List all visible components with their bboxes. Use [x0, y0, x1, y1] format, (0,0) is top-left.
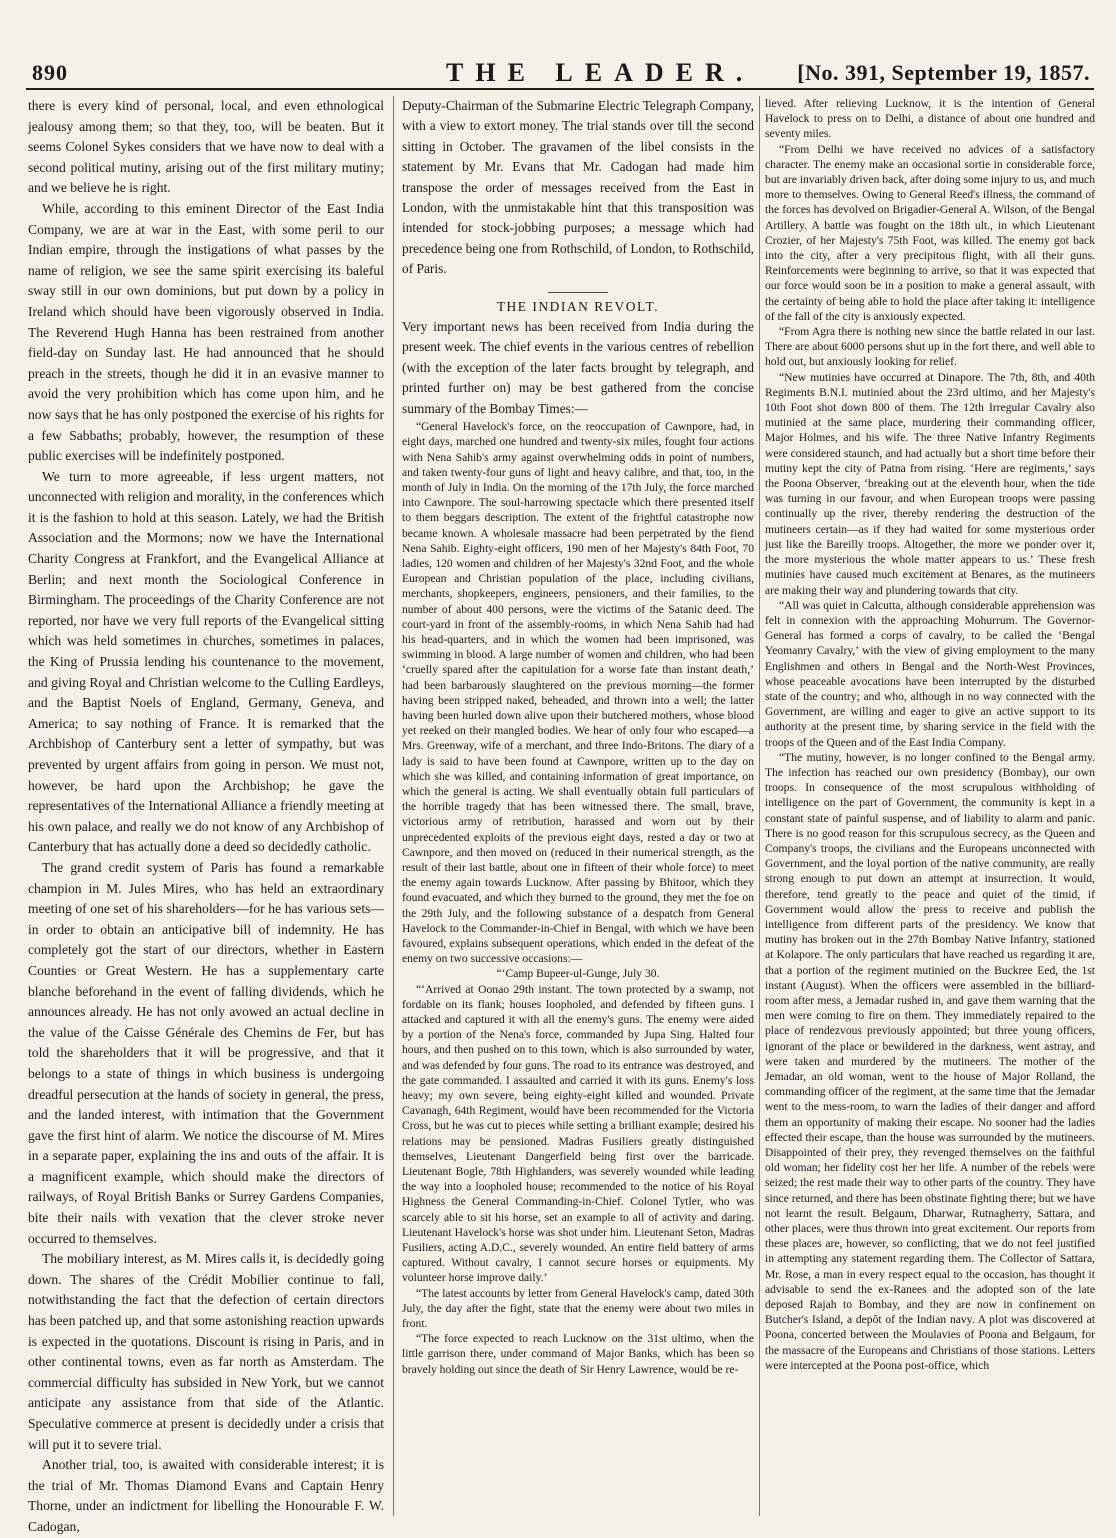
paragraph: Another trial, too, is awaited with considerable interest; it is the trial of Mr. Thomas Diamond Evans and Captain Henry Thorne, under an indictment for libelling the Honourable F. W. Cadogan, [28, 1457, 384, 1534]
paragraph: “The mutiny, however, is no longer confined to the Bengal army. The infection has reached our own presidency (Bombay), our own troops. In consequence of the most scrupulous withholding of intelligence on the part of Government, the community is kept in a constant state of painful suspense, and of liability to alarm and panic. There is no good reason for this scrupulous secrecy, as the Queen and Company's troops, the civilians and the Europeans unconnected with Government, and the loyal portion of the native community, are really strong enough to put down an attempt at insurrection. It would, therefore, tend greatly to the peace and quiet of the timid, if Government would allow the press to receive and publish the intelligence from different parts of the presidency. We know that mutiny has broken out in the 27th Bombay Native Infantry, stationed at Kolapore. The only particulars that have reached us regarding it are, that a portion of the regiment mutinied on the Buckree Eed, the 1st instant (August). When the officers were assembled in the billiard-room after mess, a Jemadar rushed in, and gave them warning that the men were coming to fire on them. They immediately repaired to the place of rendezvous previously appointed; but three young officers, ignorant of the place or bewildered in the darkness, went astray, and were taken and murdered by the mutineers. The mother of the Jemadar, an old woman, went to the house of Major Rolland, the commanding officer of the regiment, at the same time that the Jemadar went to the mess-room, to warn the ladies of their danger and afford them an opportunity of making their escape. No sooner had the ladies effected their escape, than the house was surrounded by the mutineers. Disappointed of their prey, they revenged themselves on the faithful old woman; her fidelity cost her her life. A number of the rebels were seized; the rest made their way to other parts of the country. They have since returned, and there has been obstinate fighting there; but we have not learnt the result. Belgaum, Dharwar, Rutnagherry, Sattara, and other places, were thus thrown into great excitement. Our reports from these places are, however, so conflicting, that we do not feel justified in attempting any statement regarding them. The Collector of Sattara, Mr. Rose, a man in every respect equal to the occasion, has thought it advisable to send the ex-Ranees and the adopted son of the late deposed Rajah to Bombay, and they are now in confinement on Butcher's Island, a depôt of the Indian navy. A plot was discovered at Poona, concerted between the Moulavies of Poona and Belgaum, for the massacre of the Europeans and Christians of those stations. Letters were intercepted at the Poona post-office, which [765, 750, 1095, 1372]
issue-line: [No. 391, September 19, 1857. [797, 60, 1090, 85]
section-heading: THE INDIAN REVOLT. [496, 298, 660, 314]
column-right [765, 96, 1095, 1521]
paragraph: “From Delhi we have received no advices of a satisfactory character. The enemy make an occasional sortie in considerable force, but are invariably driven back, after doing some injury to us, and much more to themselves. Owing to General Reed's illness, the command of the forces has devolved on Brigadier-General A. Wilson, of the Bengal Artillery. A battle was fought on the 18th ult., in which Lieutenant Crozier, of her Majesty's 75th Foot, was killed. The enemy got back into the city, after a very precipitous flight, with all their guns. Reinforcements were beginning to arrive, so that it was expected that our force would soon be in a position to make a general assault, with the certainty of being able to hold the place after taking it: intelligence of the fall of the city is anxiously expected. [765, 142, 1095, 323]
page-header [26, 58, 1094, 90]
paragraph: “All was quiet in Calcutta, although considerable apprehension was felt in connexion with the approaching Mohurrum. The Governor-General has formed a corps of cavalry, to be called the ‘Bengal Yeomanry Cavalry,’ with the view of giving employment to the many Englishmen and others in Bengal and the North-West Provinces, whose peaceable avocations have been interrupted by the disturbed state of the country; and who, although in no way connected with the Government, are willing and eager to give an active support to its authority at the present time, by sharing service in the field with the troops of the Queen and of the East India Company. [765, 598, 1095, 749]
paragraph: The mobiliary interest, as M. Mires calls it, is decidedly going down. The shares of the Crédit Mobilier continue to fall, notwithstanding the fact that the defection of certain directors has been patched up, and that some astonishing reaction upwards is expected in the quotations. Discount is rising in Paris, and in other continental towns, even as far north as Amsterdam. The commercial difficulty has subsided in New York, but we cannot anticipate any assistance from that side of the Atlantic. Speculative commerce at present is decidedly under a crisis that will put it to severe trial. [28, 1251, 384, 1452]
quoted-summary [402, 419, 754, 1377]
paragraph: there is every kind of personal, local, and even ethnological jealousy among them; so that they, too, will be beaten. But it seems Colonel Sykes considers that we have now to deal with a second political mutiny, arising out of the first military mutiny; and we believe he is right. [28, 98, 384, 196]
paragraph: The grand credit system of Paris has found a remarkable champion in M. Jules Mires, who has held an extraordinary meeting of one set of his shareholders—for he has various sets—in order to obtain an anticipative bill of indemnity. He has completely got the start of our directors, whether in Eastern Counties or Great Western. He has a supplementary carte blanche beforehand in the event of falling dividends, which he announces already. He has not only avowed an actual decline in the value of the Caisse Générale des Chemins de Fer, but has told the shareholders that it will be progressive, and that it belongs to a state of things in which business is undergoing dreadful persecution at the hands of society in general, the press, and the landed interest, with intimation that the Government gave the first hint of alarm. We notice the discourse of M. Mires in a separate paper, explaining the ins and outs of the affair. It is a magnificent example, which should make the directors of railways, of Royal British Banks or Surrey Gardens Companies, bite their nails with vexation that the clever stroke never occurred to themselves. [28, 859, 384, 1246]
paragraph: “The latest accounts by letter from General Havelock's camp, dated 30th July, the day after the fight, state that the enemy were about two miles in front. [402, 1286, 754, 1331]
dateline: “‘Camp Bupeer-ul-Gunge, July 30. [496, 967, 660, 981]
paragraph: “The force expected to reach Lucknow on the 31st ultimo, when the little garrison there, under command of Major Banks, which has been so bravely holding out since the death of Sir Henry Lawrence, would be re- [402, 1332, 754, 1376]
section-rule [548, 292, 608, 293]
paragraph: Very important news has been received from India during the present week. The chief events in the various centres of rebellion (with the exception of the later facts brought by telegraph, and printed further on) may be best gathered from the concise summary of the Bombay Times:— [402, 319, 754, 416]
paragraph: lieved. After relieving Lucknow, it is the intention of General Havelock to press on to Delhi, a distance of about one hundred and seventy miles. [765, 97, 1095, 141]
paragraph: “General Havelock's force, on the reoccupation of Cawnpore, had, in eight days, marched one hundred and twenty-six miles, fought four actions with Nena Sahib's army against overwhelming odds in point of numbers, and taken twenty-four guns of light and heavy calibre, and that, too, in the month of July in India. On the morning of the 17th July, the force marched into Cawnpore. The soul-harrowing spectacle which there presented itself to them beggars description. The extent of the frightful catastrophe now became known. A wholesale massacre had been perpetrated by the fiend Nena Sahib. Eighty-eight officers, 190 men of her Majesty's 84th Foot, 70 ladies, 120 women and children of her Majesty's 32nd Foot, and the whole European and Christian population of the place, including civilians, merchants, shopkeepers, engineers, pensioners, and their families, to the number of about 400 persons, were the victims of the Satanic deed. The court-yard in front of the assembly-rooms, in which Nena Sahib had had his head-quarters, and in which the women had been imprisoned, was swimming in blood. A large number of women and children, who had been ‘cruelly spared after the capitulation for a worse fate than instant death,’ had been barbarously slaughtered on the previous morning—the former having been stripped naked, beheaded, and thrown into a well; the latter having been hurled down alive upon their butchered mothers, whose blood yet reeked on their mangled bodies. We hear of only four who escaped—a Mrs. Greenway, wife of a merchant, and three Indo-Britons. The diary of a lady is said to have been found at Cawnpore, written up to the day on which she was killed, and containing information of great importance, on which the general is acting. We shall eventually obtain full particulars of the horrible tragedy that has been witnessed there. The small, brave, victorious army of retribution, harassed and worn out by their unprecedented exploits of the previous eight days, rested a day or two at Cawnpore, and then moved on (reduced in their numerical strength, as the result of their last battle, about one in fifteen of their whole force) to meet the enemy again towards Lucknow. After passing by Bhitoor, which they found evacuated, and which they burned to the ground, they met the foe on the 29th July, and the following substance of a despatch from General Havelock to the Commander-in-Chief in Bengal, with which we have been favoured, explains subsequent operations, which ended in the defeat of the enemy on two successive occasions:— [402, 420, 754, 966]
column-middle [402, 96, 754, 1521]
column-divider [759, 96, 760, 1516]
column-divider [393, 96, 394, 1516]
paragraph: “New mutinies have occurred at Dinapore. The 7th, 8th, and 40th Regiments B.N.I. mutinied about the 23rd ultimo, and her Majesty's 10th Foot shot down 800 of them. The 12th Irregular Cavalry also mutinied at the same place, murdering their commanding officer, Major Holmes, and his wife. The three Native Infantry Regiments were considered staunch, and had actually but a short time before their mutiny kept the city of Patna from rising. ‘Here are regiments,’ says the Poona Observer, ‘breaking out at the eleventh hour, when the tide was turning in our favour, and when European troops were passing continually up the river, thereby rendering the destruction of the mutineers certain—as if they had waited for some mysterious order just like the Bareilly troops. Altogether, the more we ponder over it, the more mysterious the whole matter appears to us.’ These fresh mutinies have caused much excitement at Benares, as the mutineers are making their way and plundering towards that city. [765, 370, 1095, 597]
column-left [28, 96, 384, 1534]
paragraph: “‘Arrived at Oonao 29th instant. The town protected by a swamp, not fordable on its flank; houses loopholed, and defended by fifteen guns. I attacked and captured it with all the enemy's guns. The enemy were aided by a portion of the Nena's force, commanded by Jupa Sing. Halted four hours, and then pushed on to this town, which is also surrounded by water, and was defended by four guns. The road to its entrance was destroyed, and the gate commanded. I assaulted and carried it with its guns. Enemy's loss heavy; my own severe, being eighty-eight killed and wounded. Private Cavanagh, 64th Regiment, would have been recommended for the Victoria Cross, but he was cut to pieces while setting a brilliant example; desired his relations may be pensioned. Madras Fusiliers greatly distinguished themselves, Lieutenant Dangerfield being first over the barricade. Lieutenant Bogle, 78th Highlanders, was severely wounded while leading the way into a loopholed house; recommended to the notice of his Royal Highness the General Commanding-in-Chief. Colonel Tytler, who was scarcely able to sit his horse, set an example to all of activity and daring. Lieutenant Havelock's horse was shot under him. Lieutenant Seton, Madras Fusiliers, acting A.D.C., severely wounded. An entire field battery of arms captured. Without cavalry, I cannot secure horses or equipments. My volunteer horse improve daily.’ [402, 982, 754, 1285]
paragraph: Deputy-Chairman of the Submarine Electric Telegraph Company, with a view to extort money. The trial stands over till the second sitting in October. The gravamen of the libel consists in the statement by Mr. Evans that Mr. Cadogan had made him transpose the order of messages received from the East in London, with the unmistakable hint that this transposition was intended for stock-jobbing purposes; a message which had precedence being one from Rothschild, of London, to Rothschild, of Paris. [402, 98, 754, 277]
paragraph: We turn to more agreeable, if less urgent matters, not unconnected with religion and morality, in the conferences which it is the fashion to hold at this season. Lately, we had the British Association and the Mormons; now we have the International Charity Congress at Frankfort, and the Evangelical Alliance at Berlin; and next month the Sociological Conference in Birmingham. The proceedings of the Charity Conference are not reported, nor have we very full reports of the Evangelical sitting which was held sometimes in churches, sometimes in palaces, the King of Prussia lending his countenance to the movement, and giving Royal and Christian welcome to the Culling Eardleys, and the Baptist Noels of England, Germany, Geneva, and America; to say nothing of France. It is remarked that the Archbishop of Canterbury sent a letter of sympathy, but was prevented by urgent affairs from going in person. We must not, however, be hard upon the Archbishop; he gave the representatives of the International Alliance a friendly meeting at his own palace, and really we do not know of any Archbishop of Canterbury that has actually done a deed so decidedly catholic. [28, 468, 384, 855]
page-number: 890 [32, 60, 68, 85]
paragraph: While, according to this eminent Director of the East India Company, we are at war in the East, with some peril to our Indian empire, through the instigations of what passes by the name of religion, we see the same spirit exercising its baleful sway still in our own dominions, but put down by a policy in Ireland which should have been vigorously observed in India. The Reverend Hugh Hanna has been restrained from another field-day on Sunday last. He had announced that he should preach in the streets, though he did it in an evasive manner to avoid the very prohibition which has come upon him, and he now says that he has only postponed the exercise of his rights for a few Sabbaths; probably, however, the resumption of these public exercises will be indefinitely postponed. [28, 200, 384, 464]
masthead-title: THE LEADER. [446, 58, 755, 87]
paragraph: “From Agra there is nothing new since the battle related in our last. There are about 6000 persons shut up in the fort there, and well able to hold out, but anxiously looking for relief. [765, 325, 1095, 369]
